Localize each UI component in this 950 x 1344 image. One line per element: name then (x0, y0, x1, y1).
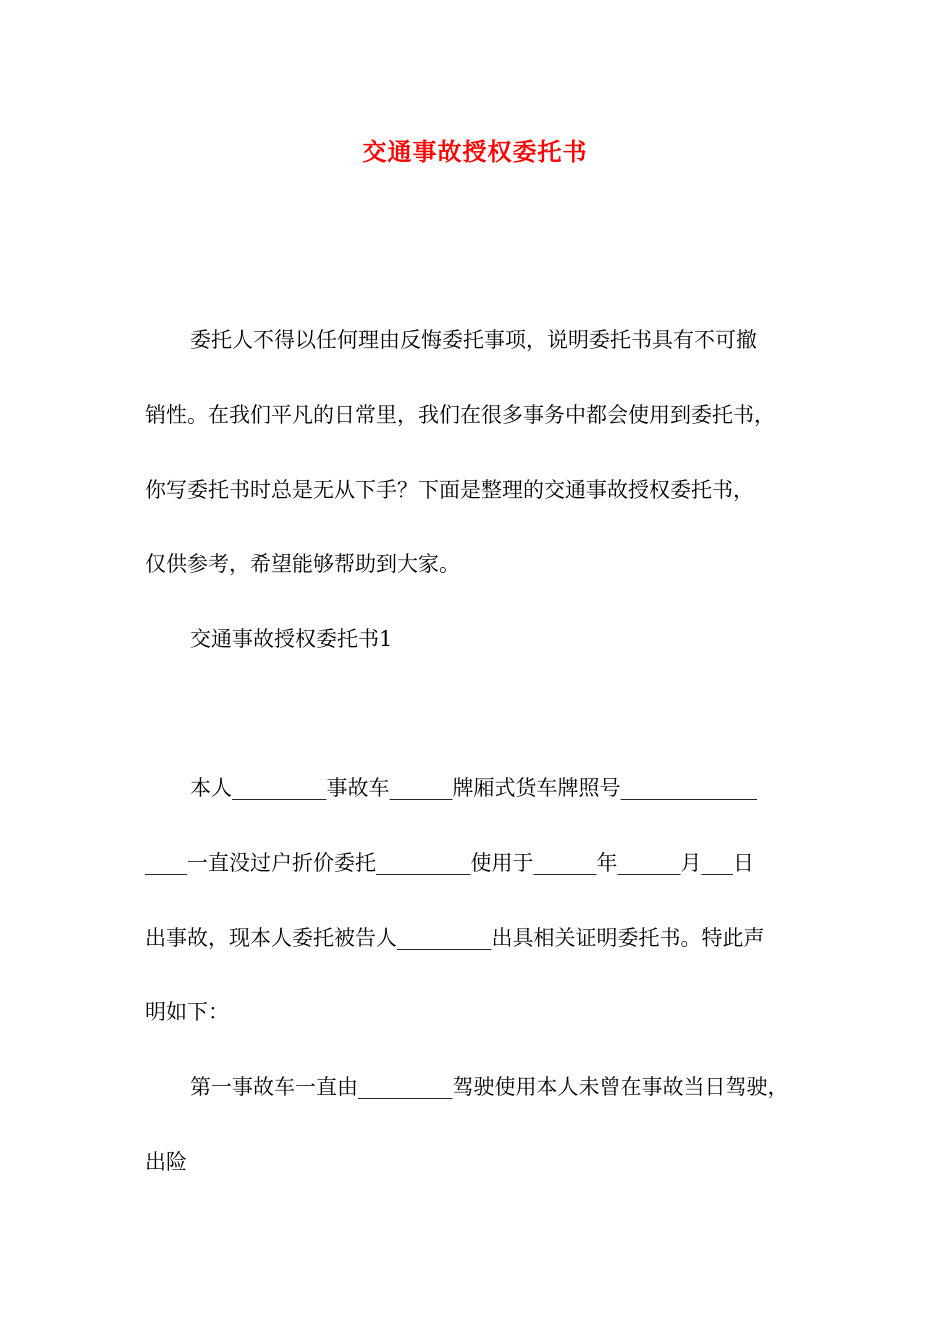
paragraph-line: 销性。在我们平凡的日常里，我们在很多事务中都会使用到委托书， (145, 403, 775, 427)
paragraph-line: 明如下： (145, 1000, 229, 1024)
paragraph-line: 仅供参考，希望能够帮助到大家。 (145, 552, 460, 576)
section-heading: 交通事故授权委托书1 (190, 627, 393, 651)
paragraph-line: 委托人不得以任何理由反悔委托事项，说明委托书具有不可撤 (190, 328, 757, 352)
paragraph-line: 第一事故车一直由_________驾驶使用本人未曾在事故当日驾驶， (190, 1075, 789, 1099)
paragraph-line: 你写委托书时总是无从下手？下面是整理的交通事故授权委托书， (145, 478, 754, 502)
paragraph-line: 出险 (145, 1150, 187, 1174)
paragraph-line: 本人_________事故车______牌厢式货车牌照号_____________ (190, 776, 757, 800)
paragraph-line: 出事故，现本人委托被告人_________出具相关证明委托书。特此声 (145, 926, 765, 950)
paragraph-line: ____一直没过户折价委托_________使用于______年______月___日 (145, 851, 754, 875)
document-title: 交通事故授权委托书 (362, 137, 588, 166)
